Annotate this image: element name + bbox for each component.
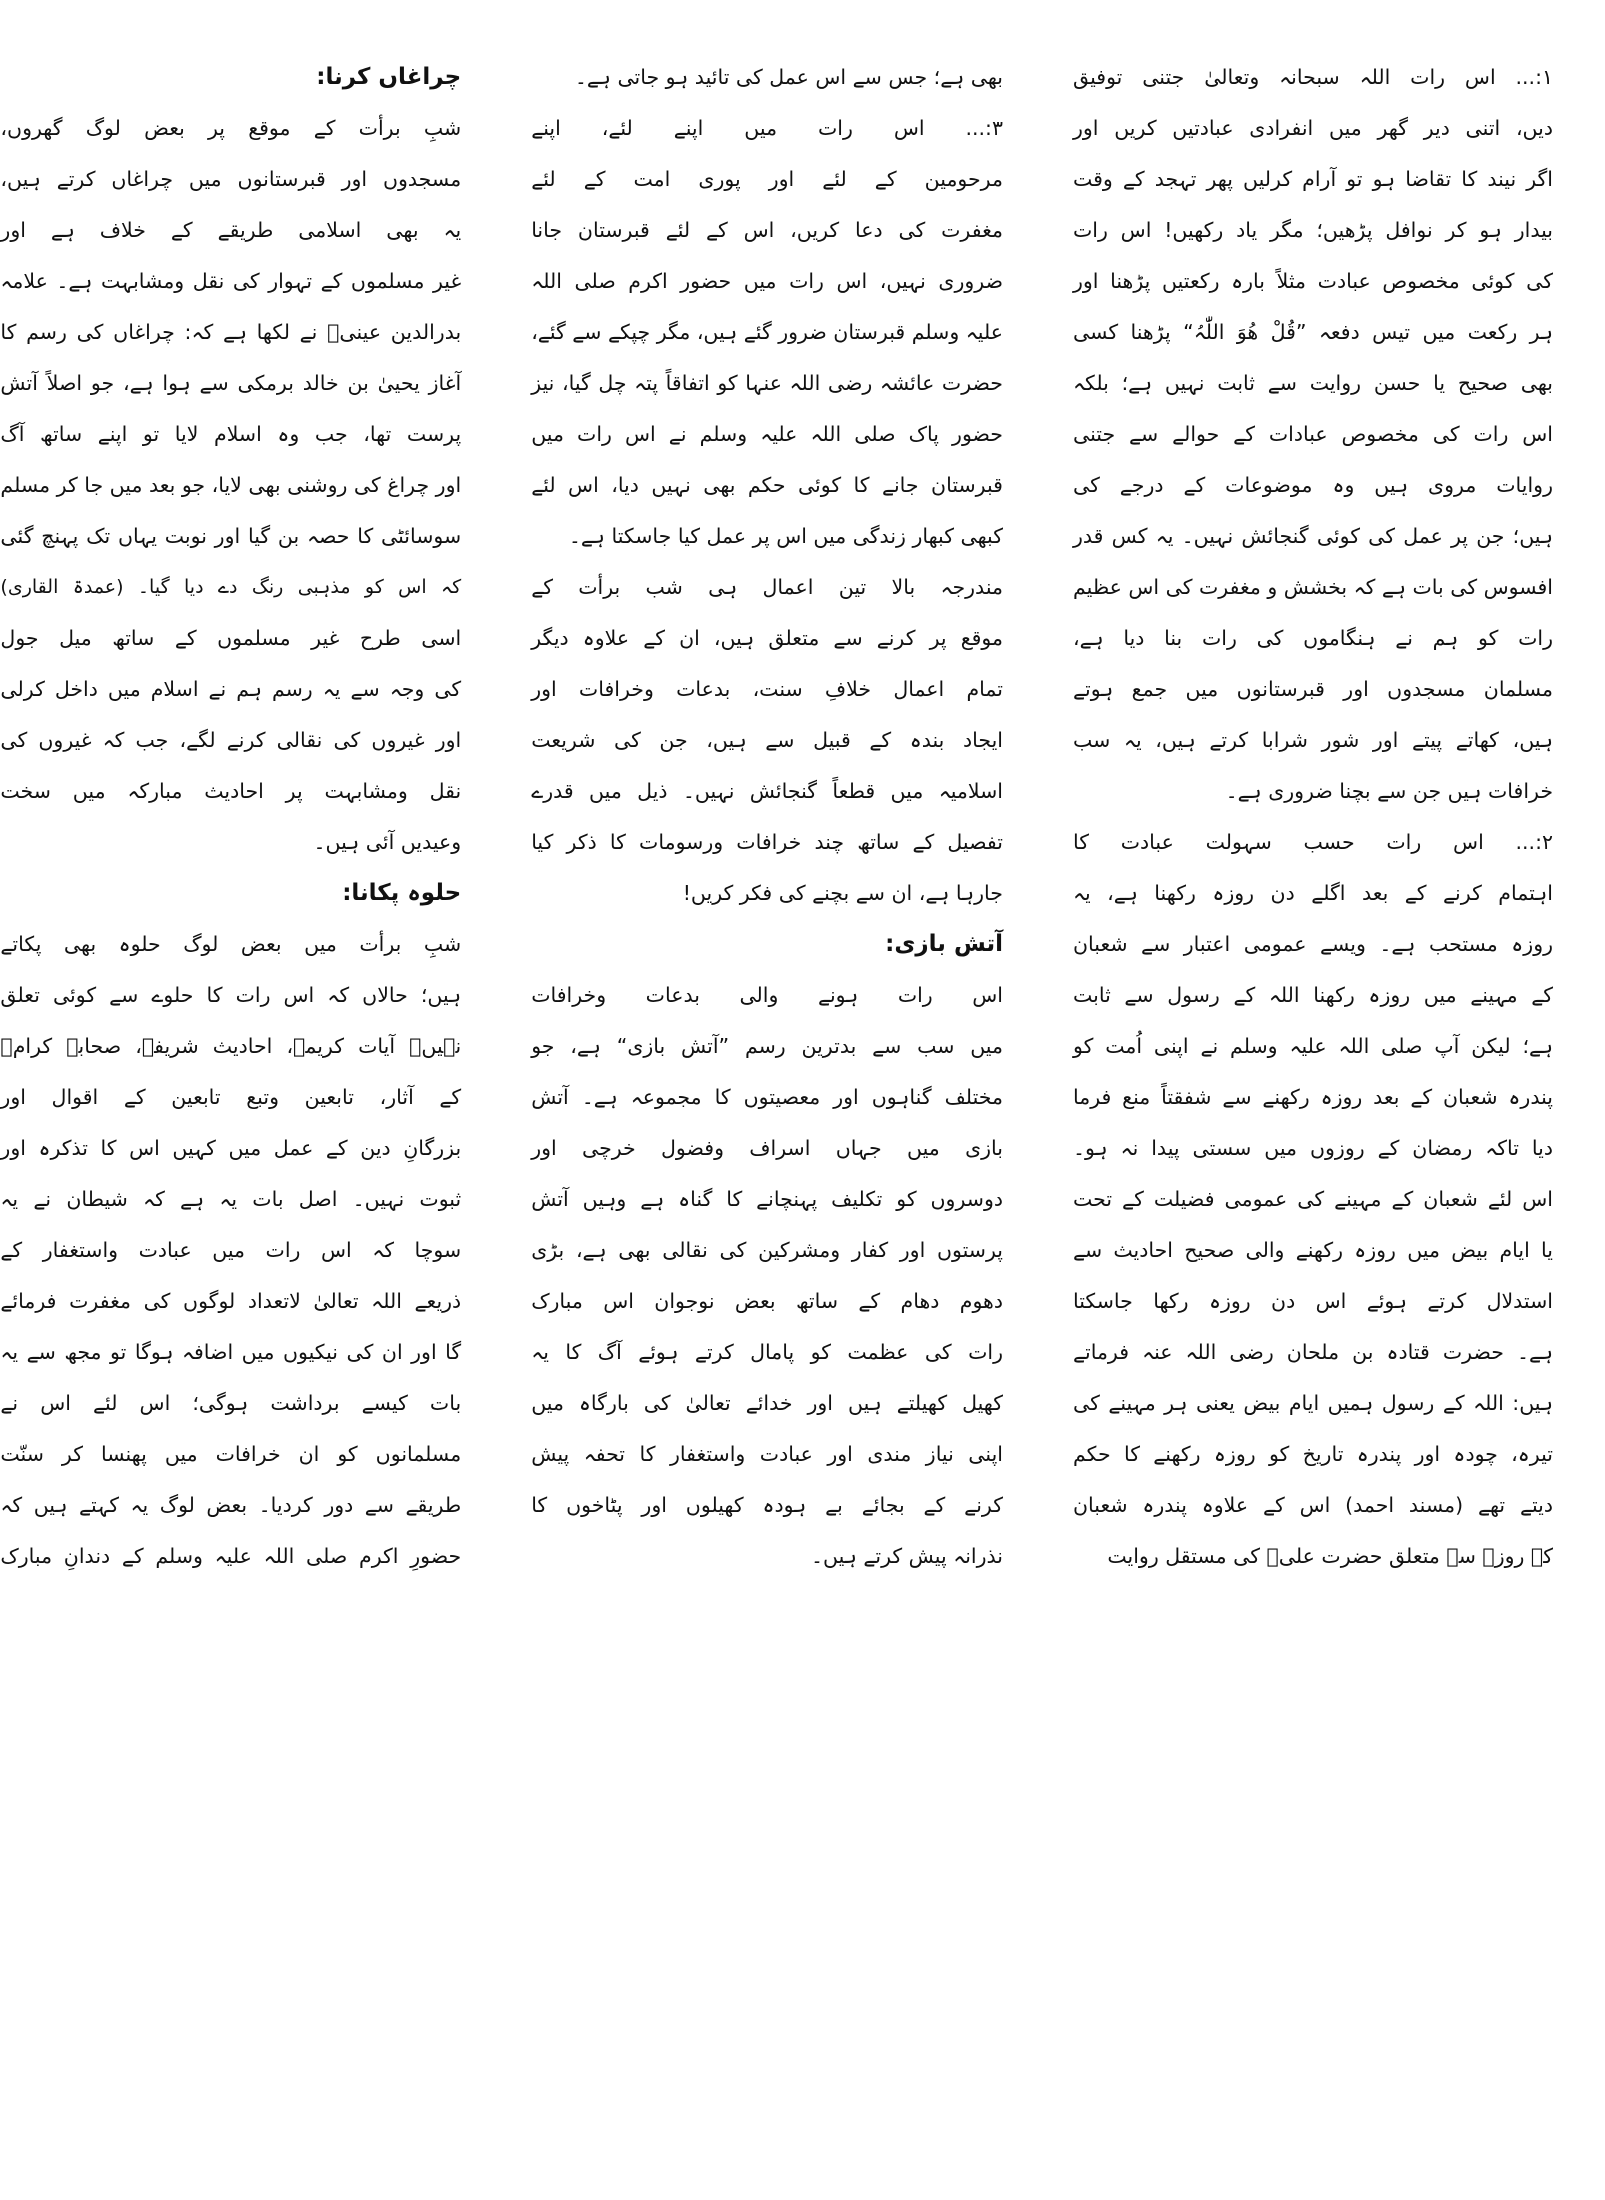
text-line: حضرت عائشہ رضی اللہ عنہا کو اتفاقاً پتہ چل گیا، نیز xyxy=(531,371,1003,395)
text-line: کی وجہ سے یہ رسم ہم نے اسلام میں داخل کرلی xyxy=(0,677,462,701)
text-line: نقل ومشابہت پر احادیث مبارکہ میں سخت xyxy=(0,779,462,803)
text-line: روزہ مستحب ہے۔ ویسے عمومی اعتبار سے شعبان xyxy=(1072,932,1553,956)
text-line: اس رات ہونے والی بدعات وخرافات xyxy=(531,983,1003,1007)
text-line: کہ اس کو مذہبی رنگ دے دیا گیا۔ (عمدۃ القاری) xyxy=(0,576,462,598)
text-line: حضورِ اکرم صلی اللہ علیہ وسلم کے دندانِ مبارک xyxy=(0,1544,462,1568)
text-line: خرافات ہیں جن سے بچنا ضروری ہے۔ xyxy=(1225,779,1553,803)
text-line: سوسائٹی کا حصہ بن گیا اور نوبت یہاں تک پہنچ گئی xyxy=(0,524,462,548)
text-line: ضروری نہیں، اس رات میں حضور اکرم صلی اللہ xyxy=(531,269,1003,293)
text-line: قبرستان جانے کا کوئی حکم بھی نہیں دیا، اس لئے xyxy=(531,473,1003,497)
text-line: مغفرت کی دعا کریں، اس کے لئے قبرستان جانا xyxy=(531,218,1003,242)
text-line: دوسروں کو تکلیف پہنچانے کا گناہ ہے وہیں آتش xyxy=(531,1187,1003,1211)
text-line: اور چراغ کی روشنی بھی لایا، جو بعد میں جا کر مسلم xyxy=(0,473,462,497)
text-line: دیا تاکہ رمضان کے روزوں میں سستی پیدا نہ ہو۔ xyxy=(1072,1136,1553,1160)
text-line: نذرانہ پیش کرتے ہیں۔ xyxy=(811,1544,1003,1568)
text-line: یہ بھی اسلامی طریقے کے خلاف ہے اور xyxy=(0,218,462,242)
column-middle xyxy=(531,52,1003,2160)
text-line: غیر مسلموں کے تہوار کی نقل ومشابہت ہے۔ علامہ xyxy=(0,269,462,293)
text-line: یا ایام بیض میں روزہ رکھنے والی صحیح احادیث سے xyxy=(1072,1238,1553,1262)
text-line: آغاز یحییٰ بن خالد برمکی سے ہوا ہے، جو اصلاً آتش xyxy=(0,371,462,395)
text-line: دھوم دھام کے ساتھ بعض نوجوان اس مبارک xyxy=(531,1289,1003,1313)
text-line: روایات مروی ہیں وہ موضوعات کے درجے کی xyxy=(1072,473,1553,497)
text-line: وعیدیں آئی ہیں۔ xyxy=(313,830,462,854)
text-line: بھی صحیح یا حسن روایت سے ثابت نہیں ہے؛ بلکہ xyxy=(1072,371,1553,395)
text-line: ہیں؛ حالاں کہ اس رات کا حلوے سے کوئی تعلق xyxy=(0,983,462,1007)
text-line: حضور پاک صلی اللہ علیہ وسلم نے اس رات میں xyxy=(531,422,1003,446)
text-line: بازی میں جہاں اسراف وفضول خرچی اور xyxy=(531,1136,1003,1160)
text-line: ہیں؛ جن پر عمل کی کوئی گنجائش نہیں۔ یہ کس قدر xyxy=(1072,524,1553,548)
text-line: کے مہینے میں روزہ رکھنا اللہ کے رسول سے ثابت xyxy=(1072,983,1553,1007)
text-line: رات کو ہم نے ہنگاموں کی رات بنا دیا ہے، xyxy=(1072,626,1553,650)
text-line: ۲:... اس رات حسب سہولت عبادت کا xyxy=(1072,830,1553,854)
section-heading: آتش بازی: xyxy=(885,931,1003,957)
article-columns xyxy=(0,52,1553,2160)
column-left xyxy=(0,52,461,2160)
text-line: علیہ وسلم قبرستان ضرور گئے ہیں، مگر چپکے سے گئے، xyxy=(531,320,1003,344)
text-line: جارہا ہے، ان سے بچنے کی فکر کریں! xyxy=(682,881,1003,905)
text-line: کے آثار، تابعین وتبع تابعین کے اقوال اور xyxy=(0,1085,462,1109)
text-line: اگر نیند کا تقاضا ہو تو آرام کرلیں پھر تہجد کے وقت xyxy=(1072,167,1553,191)
text-line: تمام اعمال خلافِ سنت، بدعات وخرافات اور xyxy=(531,677,1003,701)
text-line: رات کی عظمت کو پامال کرتے ہوئے آگ کا یہ xyxy=(531,1340,1003,1364)
text-line: سوچا کہ اس رات میں عبادت واستغفار کے xyxy=(0,1238,462,1262)
text-line: شبِ برأت کے موقع پر بعض لوگ گھروں، xyxy=(0,116,462,140)
text-line: بدرالدین عینیؒ نے لکھا ہے کہ: چراغاں کی رسم کا xyxy=(0,320,462,344)
text-line: میں سب سے بدترین رسم ”آتش بازی“ ہے، جو xyxy=(531,1034,1003,1058)
text-line: افسوس کی بات ہے کہ بخشش و مغفرت کی اس عظیم xyxy=(1072,575,1553,599)
text-line: مسلمان مسجدوں اور قبرستانوں میں جمع ہوتے xyxy=(1072,677,1553,701)
text-line: کبھی کبھار زندگی میں اس پر عمل کیا جاسکتا ہے۔ xyxy=(568,524,1003,548)
column-right xyxy=(1073,52,1553,2160)
text-line: بزرگانِ دین کے عمل میں کہیں اس کا تذکرہ اور xyxy=(0,1136,462,1160)
text-line: ہیں: اللہ کے رسول ہمیں ایام بیض یعنی ہر مہینے کی xyxy=(1072,1391,1553,1415)
text-line: نہیں۔ آیات کریمہ، احادیث شریفہ، صحابہ کرامؓ xyxy=(0,1034,462,1058)
text-line: تیرہ، چودہ اور پندرہ تاریخ کو روزہ رکھنے کا حکم xyxy=(1072,1442,1553,1466)
text-line: ہے؛ لیکن آپ صلی اللہ علیہ وسلم نے اپنی اُمت کو xyxy=(1072,1034,1553,1058)
text-line: مرحومین کے لئے اور پوری امت کے لئے xyxy=(531,167,1003,191)
text-line: کرنے کے بجائے بے ہودہ کھیلوں اور پٹاخوں کا xyxy=(531,1493,1003,1517)
text-line: ہے۔ حضرت قتادہ بن ملحان رضی اللہ عنہ فرماتے xyxy=(1072,1340,1553,1364)
text-line: ذریعے اللہ تعالیٰ لاتعداد لوگوں کی مغفرت فرمائے xyxy=(0,1289,462,1313)
text-line: ۱:... اس رات اللہ سبحانہ وتعالیٰ جتنی توفیق xyxy=(1072,65,1553,89)
text-line: کے روزے سے متعلق حضرت علیؓ کی مستقل روایت xyxy=(1107,1544,1553,1568)
section-heading: حلوہ پکانا: xyxy=(342,880,462,906)
text-line: ثبوت نہیں۔ اصل بات یہ ہے کہ شیطان نے یہ xyxy=(0,1187,462,1211)
text-line: پرست تھا، جب وہ اسلام لایا تو اپنے ساتھ آگ xyxy=(0,422,462,446)
text-line: اس لئے شعبان کے مہینے کی عمومی فضیلت کے تحت xyxy=(1072,1187,1553,1211)
text-line: مختلف گناہوں اور معصیتوں کا مجموعہ ہے۔ آتش xyxy=(531,1085,1003,1109)
text-line: استدلال کرتے ہوئے اس دن روزہ رکھا جاسکتا xyxy=(1072,1289,1553,1313)
text-line: کھیل کھیلتے ہیں اور خدائے تعالیٰ کی بارگاہ میں xyxy=(531,1391,1003,1415)
text-line: اسی طرح غیر مسلموں کے ساتھ میل جول xyxy=(0,626,462,650)
text-line: اپنی نیاز مندی اور عبادت واستغفار کا تحفہ پیش xyxy=(531,1442,1003,1466)
text-line: دیں، اتنی دیر گھر میں انفرادی عبادتیں کریں اور xyxy=(1072,116,1553,140)
text-line: مسلمانوں کو ان خرافات میں پھنسا کر سنّت xyxy=(0,1442,462,1466)
text-line: پرستوں اور کفار ومشرکین کی نقالی بھی ہے، بڑی xyxy=(531,1238,1003,1262)
text-line: بات کیسے برداشت ہوگی؛ اس لئے اس نے xyxy=(0,1391,462,1415)
text-line: مسجدوں اور قبرستانوں میں چراغاں کرتے ہیں، xyxy=(0,167,462,191)
text-line: ہیں، کھاتے پیتے اور شور شرابا کرتے ہیں، یہ سب xyxy=(1072,728,1553,752)
text-line: اس رات کی مخصوص عبادات کے حوالے سے جتنی xyxy=(1072,422,1553,446)
text-line: بھی ہے؛ جس سے اس عمل کی تائید ہو جاتی ہے۔ xyxy=(574,65,1003,89)
text-line: تفصیل کے ساتھ چند خرافات ورسومات کا ذکر کیا xyxy=(531,830,1003,854)
text-line: ۳:... اس رات میں اپنے لئے، اپنے xyxy=(531,116,1003,140)
text-line: اہتمام کرنے کے بعد اگلے دن روزہ رکھنا ہے، یہ xyxy=(1072,881,1553,905)
text-line: شبِ برأت میں بعض لوگ حلوہ بھی پکاتے xyxy=(0,932,462,956)
text-line: موقع پر کرنے سے متعلق ہیں، ان کے علاوہ دیگر xyxy=(531,626,1003,650)
text-line: مندرجہ بالا تین اعمال ہی شب برأت کے xyxy=(531,575,1003,599)
text-line: طریقے سے دور کردیا۔ بعض لوگ یہ کہتے ہیں کہ xyxy=(0,1493,462,1517)
text-line: دیتے تھے (مسند احمد) اس کے علاوہ پندرہ شعبان xyxy=(1072,1493,1553,1517)
section-heading: چراغاں کرنا: xyxy=(316,64,462,90)
text-line: پندرہ شعبان کے بعد روزہ رکھنے سے شفقتاً منع فرما xyxy=(1072,1085,1553,1109)
text-line: کی کوئی مخصوص عبادت مثلاً بارہ رکعتیں پڑھنا اور xyxy=(1072,269,1553,293)
text-line: گا اور ان کی نیکیوں میں اضافہ ہوگا تو مجھ سے یہ xyxy=(0,1340,462,1364)
text-line: اور غیروں کی نقالی کرنے لگے، جب کہ غیروں کی xyxy=(0,728,462,752)
text-line: ہر رکعت میں تیس دفعہ ”قُلْ ھُوَ اللّٰہُ“ پڑھنا کسی xyxy=(1072,320,1553,344)
text-line: اسلامیہ میں قطعاً گنجائش نہیں۔ ذیل میں قدرے xyxy=(531,779,1003,803)
text-line: بیدار ہو کر نوافل پڑھیں؛ مگر یاد رکھیں! اس رات xyxy=(1072,218,1553,242)
text-line: ایجاد بندہ کے قبیل سے ہیں، جن کی شریعت xyxy=(531,728,1003,752)
